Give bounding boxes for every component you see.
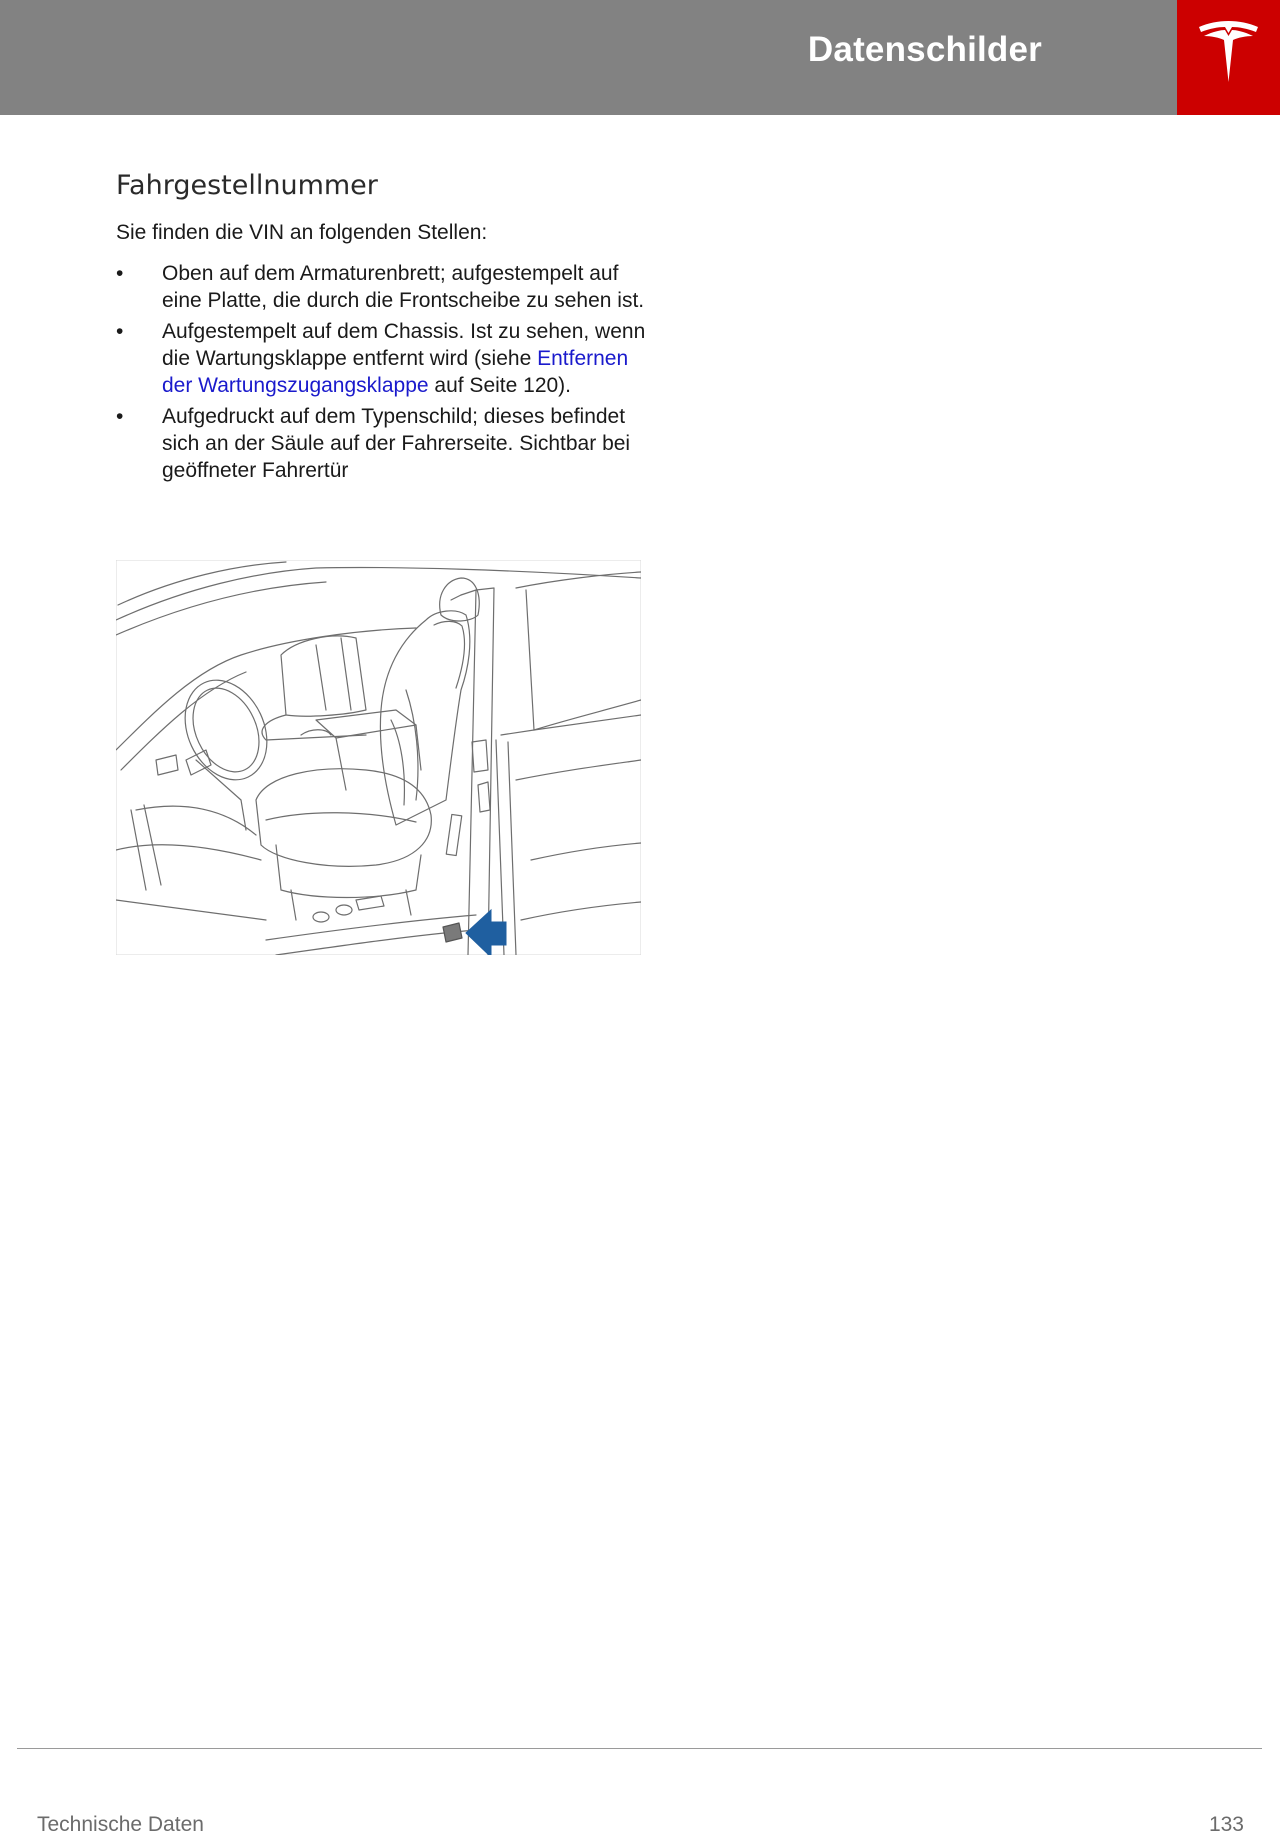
brand-logo xyxy=(1177,0,1280,115)
list-item-text: Aufgedruckt auf dem Typenschild; dieses befindet sich an der Säule auf der Fahrerseite. Sichtbar bei geöffneter Fahrertür xyxy=(162,405,631,483)
vin-location-list xyxy=(116,260,656,484)
list-item xyxy=(116,403,656,484)
list-item-text: Oben auf dem Armaturenbrett; aufgestempelt auf eine Platte, die durch die Frontscheibe zu sehen ist. xyxy=(162,262,645,313)
intro-text: Sie finden die VIN an folgenden Stellen: xyxy=(116,221,488,245)
section-heading: Fahrgestellnummer xyxy=(116,170,378,201)
tesla-t-logo-icon xyxy=(1177,0,1280,115)
list-item xyxy=(116,318,656,399)
car-interior-illustration xyxy=(116,560,641,955)
bullet-icon: • xyxy=(116,262,124,286)
list-item xyxy=(116,260,656,314)
page-number: 133 xyxy=(1208,1813,1244,1836)
vin-location-illustration xyxy=(116,560,641,955)
bullet-icon: • xyxy=(116,320,124,344)
footer-section-name: Technische Daten xyxy=(37,1813,204,1836)
service-panel-removal-link[interactable]: Entfernen der Wartungszugangsklappe xyxy=(162,347,629,398)
section-title: Datenschilder xyxy=(807,30,1042,69)
header-bar xyxy=(0,0,1177,115)
main-content xyxy=(116,170,656,488)
bullet-icon: • xyxy=(116,405,124,429)
list-item-text: Aufgestempelt auf dem Chassis. Ist zu sehen, wenn die Wartungsklappe entfernt wird (siehe xyxy=(162,320,646,371)
footer-divider xyxy=(17,1748,1262,1749)
list-item-text-after: auf Seite 120). xyxy=(434,374,571,398)
